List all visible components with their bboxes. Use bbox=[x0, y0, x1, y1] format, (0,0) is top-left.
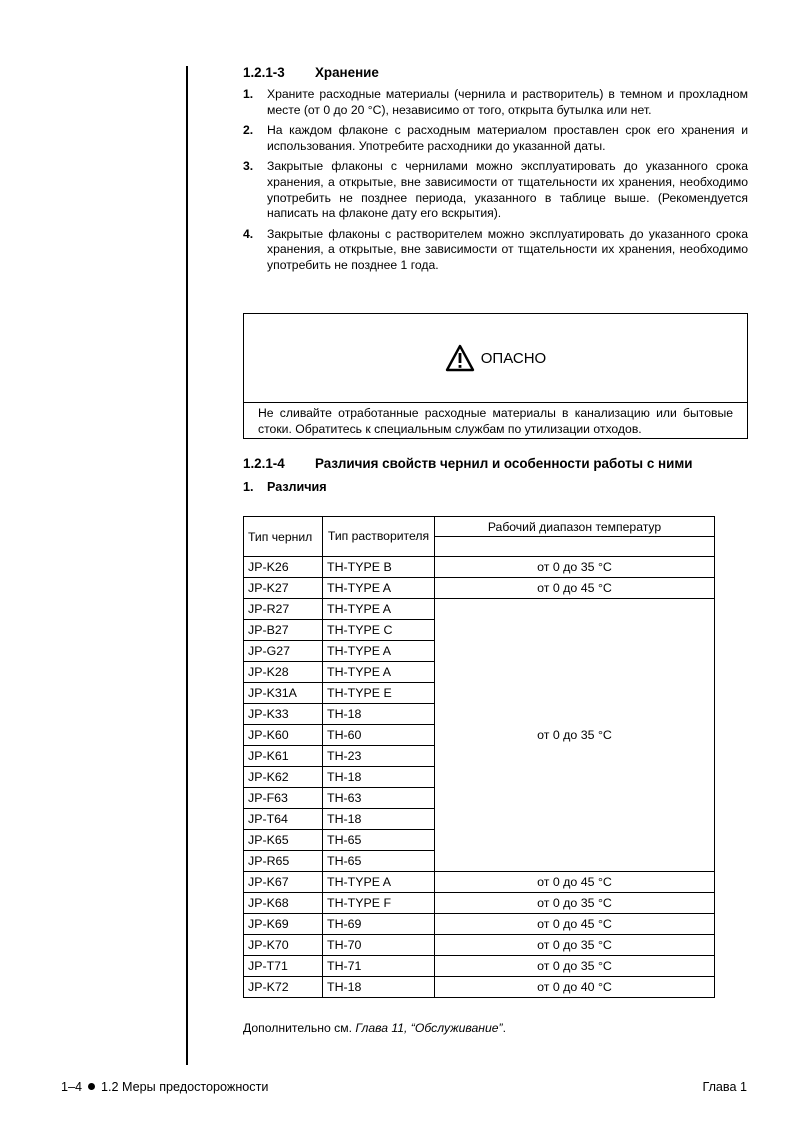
cell-ink: JP-K69 bbox=[244, 914, 323, 935]
cell-ink: JP-K26 bbox=[244, 557, 323, 578]
cell-ink: JP-T64 bbox=[244, 809, 323, 830]
storage-heading bbox=[243, 64, 748, 82]
cell-ink: JP-K61 bbox=[244, 746, 323, 767]
cell-solvent: TH-18 bbox=[323, 809, 435, 830]
danger-box bbox=[243, 313, 748, 439]
danger-title: ОПАСНО bbox=[480, 349, 547, 367]
cell-solvent: TH-TYPE A bbox=[323, 599, 435, 620]
cell-ink: JP-K60 bbox=[244, 725, 323, 746]
cell-ink: JP-K65 bbox=[244, 830, 323, 851]
footer-chapter: Глава 1 bbox=[702, 1080, 747, 1094]
cell-range: от 0 до 35 °C bbox=[435, 935, 715, 956]
cell-solvent: TH-18 bbox=[323, 704, 435, 725]
page-number: 1–4 bbox=[61, 1080, 83, 1094]
cell-solvent: TH-TYPE E bbox=[323, 683, 435, 704]
cell-ink: JP-R27 bbox=[244, 599, 323, 620]
danger-text: Не сливайте отработанные расходные материалы в канализацию или бытовые стоки. Обратитесь к специальным службам по утилизации отходов. bbox=[258, 406, 733, 436]
cell-solvent: TH-69 bbox=[323, 914, 435, 935]
ink-table bbox=[243, 516, 715, 998]
cell-range: от 0 до 35 °C bbox=[435, 893, 715, 914]
cell-range: от 0 до 40 °C bbox=[435, 977, 715, 998]
cell-solvent: TH-TYPE A bbox=[323, 641, 435, 662]
header-ink-type: Тип чернил bbox=[244, 517, 323, 557]
list-item-number: 2. bbox=[243, 123, 254, 138]
ink-heading bbox=[243, 455, 748, 473]
cell-ink: JP-G27 bbox=[244, 641, 323, 662]
storage-heading-title: Хранение bbox=[315, 65, 379, 80]
table-row bbox=[244, 956, 715, 977]
table-row bbox=[244, 935, 715, 956]
header-temp-range: Рабочий диапазон температур bbox=[435, 517, 715, 537]
header-temp-blank bbox=[435, 537, 715, 557]
page-footer bbox=[61, 1080, 747, 1094]
cell-solvent: TH-60 bbox=[323, 725, 435, 746]
cell-range: от 0 до 35 °C bbox=[435, 557, 715, 578]
cell-solvent: TH-TYPE F bbox=[323, 893, 435, 914]
footer-section: 1.2 Меры предосторожности bbox=[101, 1080, 269, 1094]
cell-range: от 0 до 35 °C bbox=[435, 956, 715, 977]
list-item-text: Закрытые флаконы с чернилами можно эксплуатировать до указанного срока хранения, а открытые, вне зависимости от тщательности их хранения, необходимо употребить не позднее периода, указанного в таблице выше. (Рекомендуется написать на флаконе дату его вскрытия). bbox=[267, 159, 748, 221]
cell-solvent: TH-18 bbox=[323, 977, 435, 998]
bullet-icon bbox=[88, 1083, 95, 1090]
cell-solvent: TH-TYPE A bbox=[323, 578, 435, 599]
cell-solvent: TH-63 bbox=[323, 788, 435, 809]
cell-ink: JP-K27 bbox=[244, 578, 323, 599]
cell-solvent: TH-65 bbox=[323, 851, 435, 872]
ink-heading-title: Различия свойств чернил и особенности работы с ними bbox=[315, 456, 693, 471]
ink-heading-number: 1.2.1-4 bbox=[243, 456, 285, 471]
chapter-reference-link[interactable]: Глава 11, “Обслуживание” bbox=[355, 1021, 503, 1035]
table-row bbox=[244, 557, 715, 578]
cell-range: от 0 до 45 °C bbox=[435, 914, 715, 935]
list-item bbox=[243, 159, 748, 221]
cell-solvent: TH-TYPE A bbox=[323, 662, 435, 683]
cell-ink: JP-K72 bbox=[244, 977, 323, 998]
cell-solvent: TH-TYPE A bbox=[323, 872, 435, 893]
cell-solvent: TH-23 bbox=[323, 746, 435, 767]
list-item-text: На каждом флаконе с расходным материалом проставлен срок его хранения и использования. Употребите расходники до указанной даты. bbox=[267, 123, 748, 153]
header-solvent-type: Тип растворителя bbox=[323, 517, 435, 557]
cell-ink: JP-K67 bbox=[244, 872, 323, 893]
table-row bbox=[244, 977, 715, 998]
cell-ink: JP-R65 bbox=[244, 851, 323, 872]
cell-ink: JP-K62 bbox=[244, 767, 323, 788]
table-header-row bbox=[244, 517, 715, 537]
see-also-prefix: Дополнительно см. bbox=[243, 1021, 352, 1035]
cell-solvent: TH-70 bbox=[323, 935, 435, 956]
cell-ink: JP-B27 bbox=[244, 620, 323, 641]
differences-subheading bbox=[243, 480, 748, 494]
cell-solvent: TH-TYPE C bbox=[323, 620, 435, 641]
table-row bbox=[244, 599, 715, 620]
cell-ink: JP-K28 bbox=[244, 662, 323, 683]
cell-solvent: TH-71 bbox=[323, 956, 435, 977]
list-item-number: 4. bbox=[243, 226, 254, 241]
cell-ink: JP-K33 bbox=[244, 704, 323, 725]
table-row bbox=[244, 893, 715, 914]
list-item bbox=[243, 123, 748, 154]
see-also bbox=[243, 1021, 506, 1035]
cell-range: от 0 до 45 °C bbox=[435, 872, 715, 893]
cell-ink: JP-K68 bbox=[244, 893, 323, 914]
table-row bbox=[244, 578, 715, 599]
table-row bbox=[244, 872, 715, 893]
cell-range: от 0 до 45 °C bbox=[435, 578, 715, 599]
table-row bbox=[244, 914, 715, 935]
cell-ink: JP-F63 bbox=[244, 788, 323, 809]
list-item-number: 3. bbox=[243, 159, 254, 174]
warning-triangle-icon bbox=[445, 344, 475, 372]
storage-section bbox=[243, 64, 748, 279]
list-item-number: 1. bbox=[243, 87, 254, 101]
storage-list bbox=[243, 87, 748, 274]
differences-number: 1. bbox=[243, 480, 254, 494]
list-item bbox=[243, 87, 748, 118]
list-item bbox=[243, 227, 748, 274]
cell-ink: JP-T71 bbox=[244, 956, 323, 977]
danger-header bbox=[244, 314, 747, 403]
cell-ink: JP-K70 bbox=[244, 935, 323, 956]
see-also-suffix: . bbox=[502, 1021, 506, 1035]
storage-heading-number: 1.2.1-3 bbox=[243, 65, 285, 80]
list-item-text: Храните расходные материалы (чернила и растворитель) в темном и прохладном месте (от 0 до 20 °C), независимо от того, открыта бутылка или нет. bbox=[267, 87, 748, 117]
cell-range-merged: от 0 до 35 °C bbox=[435, 599, 715, 872]
cell-ink: JP-K31A bbox=[244, 683, 323, 704]
ink-section bbox=[243, 455, 748, 494]
footer-left bbox=[61, 1080, 268, 1094]
list-item-text: Закрытые флаконы с растворителем можно эксплуатировать до указанного срока хранения, а открытые, вне зависимости от тщательности их хранения, необходимо употребить не позднее 1 года. bbox=[267, 226, 748, 272]
cell-solvent: TH-18 bbox=[323, 767, 435, 788]
margin-rule bbox=[186, 66, 188, 1065]
cell-solvent: TH-TYPE B bbox=[323, 557, 435, 578]
cell-solvent: TH-65 bbox=[323, 830, 435, 851]
differences-title: Различия bbox=[267, 480, 327, 494]
